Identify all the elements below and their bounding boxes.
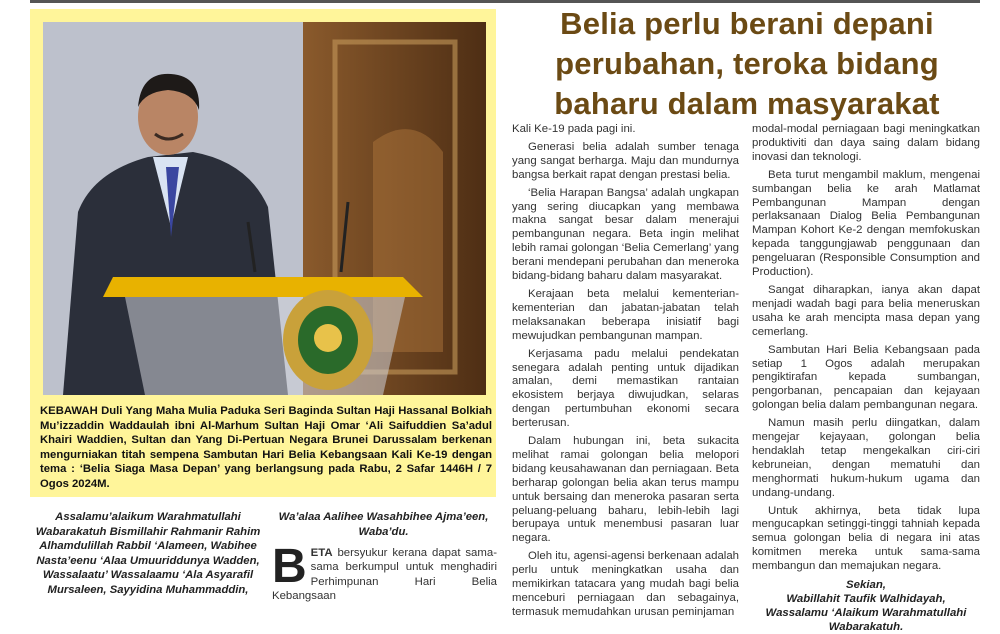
closing-salutation bbox=[752, 578, 980, 634]
drop-cap: B bbox=[272, 540, 307, 593]
top-rule bbox=[30, 0, 980, 3]
paragraph: modal-modal perniagaan bagi meningkatkan produktiviti dan daya saing dalam bidang inovasi dan teknologi. bbox=[752, 123, 980, 163]
headline-line-2: perubahan, teroka bidang bbox=[555, 46, 939, 81]
sultan-speech-photo bbox=[43, 22, 486, 395]
closing-line: Wabarakatuh. bbox=[828, 621, 904, 634]
paragraph: Sangat diharapkan, ianya akan dapat menjadi wadah bagi para belia meneruskan usaha ke arah mencipta masa depan yang cemerlang. bbox=[752, 283, 980, 338]
opening-greeting: Assalamu’alaikum Warahmatullahi Wabarakatuh Bismillahir Rahmanir Rahim Alhamdulillah Rabbil ‘Alameen, Wabihee Nasta’eenu ‘Alaa Umuuriddunya Wadden, Wassalaatu’ Wassalaamu ‘Ala Asyarafil Mursaleen, Sayyidina Muhammaddin, bbox=[35, 511, 261, 596]
paragraph: Beta turut mengambil maklum, mengenai sumbangan belia ke arah Matlamat Pembangunan Mampan dengan perlaksanaan Dialog Belia Pembangunan Mampan Kohort Ke-2 dengan memfokuskan kepada tanggungjawab penggunaan dan pengeluaran (Responsible Consumption and Production). bbox=[752, 168, 980, 279]
headline-line-3: baharu dalam masyarakat bbox=[554, 86, 940, 121]
paragraph: Kerjasama padu melalui pendekatan senegara adalah penting untuk dijadikan amalan, demi memastikan rantaian ekosistem berjaya diwujudkan, selaras dengan pertumbuhan ekonomi secara berterusan. bbox=[512, 347, 739, 430]
opening-greeting-continued: Wa’alaa Aalihee Wasahbihee Ajma’een, Waba’du. bbox=[278, 511, 489, 538]
paragraph: Oleh itu, agensi-agensi berkenaan adalah perlu untuk meningkatkan usaha dan memikirkan tatacara yang mudah bagi belia menceburi perniagaan dan sebagainya, termasuk memudahkan urusan peminjaman bbox=[512, 550, 739, 618]
closing-line: Sekian, bbox=[846, 579, 886, 592]
headline bbox=[512, 4, 982, 124]
paragraph: Namun masih perlu diingatkan, dalam mengejar kejayaan, golongan belia hendaklah tetap mengekalkan ciri-ciri kebruneian, dengan mematuhi dan menghormati hukum-hukum ugama dan undang-undang. bbox=[752, 417, 980, 499]
opening-text: bersyukur kerana dapat sama-sama berkumpul untuk menghadiri Perhimpunan Hari Belia Kebangsaan bbox=[272, 547, 497, 602]
opening-bold-word: ETA bbox=[310, 547, 333, 559]
photo-caption: KEBAWAH Duli Yang Maha Mulia Paduka Seri Baginda Sultan Haji Hassanal Bolkiah Mu’izzaddin Waddaulah ibni Al-Marhum Sultan Haji Omar ‘Ali Saifuddien Sa’adul Khairi Waddien, Sultan dan Yang Di-Pertuan Negara Brunei Darussalam berkenan mengurniakan titah sempena Sambutan Hari Belia Kebangsaan Kali Ke-19 dengan tema : ‘Belia Siaga Masa Depan’ yang berlangsung pada Rabu, 2 Safar 1446H / 7 Ogos 2024M. bbox=[40, 405, 492, 490]
article-column-1 bbox=[512, 123, 739, 624]
article-opening bbox=[272, 540, 497, 603]
paragraph: Kerajaan beta melalui kementerian-kementerian dan jabatan-jabatan telah melaksanakan beberapa inisiatif bagi mewujudkan pembangunan mampan. bbox=[512, 287, 739, 342]
article-column-2 bbox=[752, 123, 980, 634]
paragraph: Untuk akhirnya, beta tidak lupa mengucapkan setinggi-tinggi tahniah kepada semua golongan belia di negara ini atas komitmen mereka untuk sama-sama membangun dan memajukan negara. bbox=[752, 504, 980, 573]
headline-line-1: Belia perlu berani depani bbox=[560, 6, 934, 41]
paragraph: Dalam hubungan ini, beta sukacita melihat ramai golongan belia melopori bidang keusahawanan dan perniagaan. Beta berharap golongan belia akan terus mampu untuk bersaing dan meneroka pasaran serta peluang-peluang baharu, lebih-lebih lagi berupaya untuk menembusi pasaran luar negara. bbox=[512, 435, 739, 545]
paragraph: ‘Belia Harapan Bangsa’ adalah ungkapan yang sering diucapkan yang membawa makna sangat besar dalam menerajui pembangunan negara. Beta ingin melihat lebih ramai golongan ‘Belia Cemerlang’ yang berani mendepani perubahan dan meneroka bidang-bidang baharu dalam masyarakat. bbox=[512, 186, 739, 283]
photo-illustration bbox=[43, 22, 486, 395]
paragraph: Kali Ke-19 pada pagi ini. bbox=[512, 123, 636, 135]
closing-line: Wabillahit Taufik Walhidayah, bbox=[786, 593, 946, 606]
paragraph: Sambutan Hari Belia Kebangsaan pada setiap 1 Ogos adalah merupakan pengiktirafan kepada sumbangan, pengorbanan, pencapaian dan kejayaan golongan belia dalam pembangunan negara. bbox=[752, 343, 980, 412]
paragraph: Generasi belia adalah sumber tenaga yang sangat berharga. Maju dan mundurnya bangsa berkait rapat dengan prestasi belia. bbox=[512, 140, 739, 181]
closing-line: Wassalamu ‘Alaikum Warahmatullahi bbox=[765, 607, 967, 620]
